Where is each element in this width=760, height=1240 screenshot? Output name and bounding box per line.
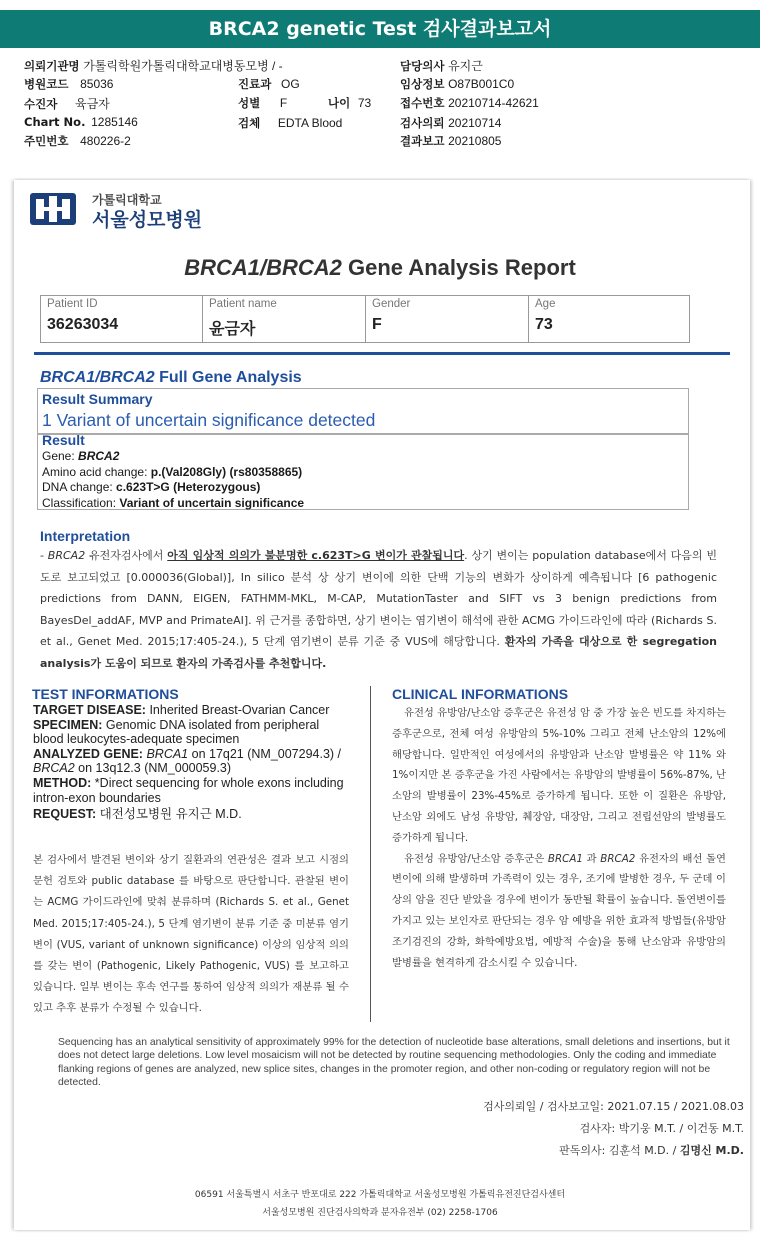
chart-row: Chart No. 1285146 — [24, 115, 138, 129]
clinical-info-body — [392, 703, 726, 973]
analyzed-gene-line: ANALYZED GENE: BRCA1 on 17q21 (NM_007294.3) / BRCA2 on 13q12.3 (NM_000059.3) — [33, 746, 342, 776]
doctor-row: 담당의사 유지근 — [400, 59, 483, 73]
hospital-logo-icon — [30, 190, 76, 228]
age-row: 나이 73 — [328, 96, 372, 110]
footer-contact: 서울성모병원 진단검사의학과 분자유전부 (02) 2258-1706 — [262, 1208, 498, 1218]
interpretation-text: - BRCA2 유전자검사에서 아직 임상적 의의가 불분명한 c.623T>G 변이가 관찰됩니다. 상기 변이는 population database에서 다음의 빈도로 보고되었고 [0.000036(Global)], In silico 분석 상 상기 변이에 의한 단백 기능의 변화가 상이하게 예측됩니다 [6 pathogenic predictions from DANN, EIGEN, FATHMM-MKL, M-CAP, MutationTaster and SIFT vs 3 benign predictions from BayesDel_addAF, MVP and PrimateAI]. 위 근거를 종합하면, 상기 변이는 염기변이 해석에 관한 ACMG 가이드라인에 따라 (Richards S. et al., Genet Med. 2015;17:405-24.), 5 단계 염기변이 분류 기준 중 VUS에 해당합니다. 환자의 가족을 대상으로 한 segregation analysis가 도움이 되므로 환자의 가족검사를 추천합니다. — [40, 549, 718, 670]
patient-name-cell: Patient name 윤금자 — [203, 296, 366, 342]
method-line: METHOD: *Direct sequencing for whole exons including intron-exon boundaries — [33, 775, 344, 805]
request-date-row: 검사의뢰 20210714 — [400, 116, 502, 130]
dna-change-line: DNA change: c.623T>G (Heterozygous) — [42, 480, 261, 494]
result-label: Result — [42, 432, 85, 448]
logo-subtitle: 가톨릭대학교 — [92, 193, 162, 207]
clinical-para-2: 유전성 유방암/난소암 증후군은 BRCA1 과 BRCA2 유전자의 배선 돌연변이에 의해 발생하며 가족력이 있는 경우, 조기에 발병한 경우, 두 군데 이상의 암을 진단 받았을 경우에 변이가 동반될 확률이 높습니다. 돌연변이를 가지고 있는 보인자로 판단되는 경우 암 예방을 위한 효과적 방법들(유방암 조기검진의 강화, 화학예방요법, 예방적 수술)을 통해 난소암과 유방암의 발병률을 현격하게 감소시킬 수 있습니다. — [392, 852, 726, 969]
result-details — [37, 430, 689, 510]
test-info-title: TEST INFORMATIONS — [32, 686, 179, 702]
tester-line: 검사자: 박기웅 M.T. / 이건동 M.T. — [579, 1122, 744, 1135]
result-summary-text: 1 Variant of uncertain significance detected — [38, 409, 688, 434]
resident-row: 주민번호 480226-2 — [24, 134, 131, 148]
classification-line: Classification: Variant of uncertain significance — [42, 495, 305, 510]
clinical-para-1: 유전성 유방암/난소암 증후군은 유전성 암 중 가장 높은 빈도를 차지하는 증후군으로, 전체 여성 유방암의 5%-10% 그리고 전체 난소암의 12%에 해당합니다. 일반적인 여성에서의 유방암과 난소암 발병률은 약 11% 와 1%이지만 본 증후군을 가진 사람에서는 유방암의 발병률이 56%-87%, 난소암의 발병률이 23%-45%로 증가하게 됩니다. 또한 이 질환은 유방암, 난소암 외에도 남성 유방암, 췌장암, 대장암, 그리고 전립선암의 발병률도 증가하게 됩니다. — [392, 707, 727, 844]
hospital-code-row: 병원코드 85036 — [24, 77, 114, 91]
footer-address: 06591 서울특별시 서초구 반포대로 222 가톨릭대학교 서울성모병원 가톨릭유전진단검사센터 — [194, 1190, 566, 1200]
dates-line: 검사의뢰일 / 검사보고일: 2021.07.15 / 2021.08.03 — [483, 1100, 744, 1113]
reception-row: 접수번호 20210714-42621 — [400, 96, 539, 110]
reading-doctor-line: 판독의사: 김훈석 M.D. / 김명신 M.D. — [559, 1144, 744, 1157]
column-divider — [370, 686, 371, 1022]
institution-row: 의뢰기관명 가톨릭학원가톨릭대학교대병동모병 / - — [24, 59, 283, 73]
section-divider — [34, 352, 730, 355]
report-title: BRCA1/BRCA2 Gene Analysis Report — [184, 255, 576, 280]
patient-id-cell: Patient ID 36263034 — [41, 296, 203, 342]
report-banner: BRCA2 genetic Test 검사결과보고서 — [0, 10, 760, 48]
specimen-line: SPECIMEN: Genomic DNA isolated from peripheral blood leukocytes-adequate specimen — [33, 717, 320, 747]
logo-name: 서울성모병원 — [92, 209, 203, 231]
specimen-row: 검체 EDTA Blood — [238, 116, 343, 130]
request-line: REQUEST: 대전성모병원 유지근 M.D. — [33, 807, 242, 822]
patient-table — [40, 295, 690, 343]
gender-cell: Gender F — [366, 296, 529, 342]
department-row: 진료과 OG — [238, 77, 300, 91]
patient-row: 수진자 육금자 — [24, 97, 110, 111]
gene-line: Gene: BRCA2 — [42, 449, 120, 463]
test-info-fields — [33, 703, 349, 822]
aa-change-line: Amino acid change: p.(Val208Gly) (rs80358865) — [42, 464, 303, 479]
clinical-row: 임상정보 O87B001C0 — [400, 77, 515, 91]
result-summary-box — [37, 388, 689, 435]
clinical-info-title: CLINICAL INFORMATIONS — [392, 686, 569, 702]
report-date-row: 결과보고 20210805 — [400, 134, 502, 148]
target-disease-line: TARGET DISEASE: Inherited Breast-Ovarian Cancer — [33, 703, 330, 717]
interpretation-title: Interpretation — [40, 528, 131, 544]
age-cell: Age 73 — [535, 298, 556, 333]
sequencing-disclaimer: Sequencing has an analytical sensitivity of approximately 99% for the detection of nucleotide base alterations, small deletions and insertions, but it does not detect large deletions. Low level mosaicism will not be detected by routine sequencing methodologies. Only the coding and immediate flanking regions of genes are analyzed, new splice sites, changes in the promoter region, and other non-coding or regulatory region will not be detected. — [58, 1037, 730, 1088]
sex-row: 성별 F — [238, 96, 288, 110]
analysis-title: BRCA1/BRCA2 Full Gene Analysis — [40, 369, 302, 386]
result-summary-label: Result Summary — [42, 391, 153, 407]
test-info-body: 본 검사에서 발견된 변이와 상기 질환과의 연관성은 결과 보고 시점의 문헌 검토와 public database 를 바탕으로 판단합니다. 관찰된 변이는 ACMG 가이드라인에 맞춰 분류하며 (Richards S. et al., Genet Med. 2015;17:405-24.), 5 단계 염기변이 분류 기준 중 미분류 염기변이 (VUS, variant of unknown significance) 이상의 임상적 의의를 갖는 변이 (Pathogenic, Likely Pathogenic, VUS) 를 보고하고 있습니다. 일부 변이는 후속 연구를 통하여 임상적 의의가 재분류 될 수 있고 추후 분류가 수정될 수 있습니다. — [33, 854, 349, 1015]
